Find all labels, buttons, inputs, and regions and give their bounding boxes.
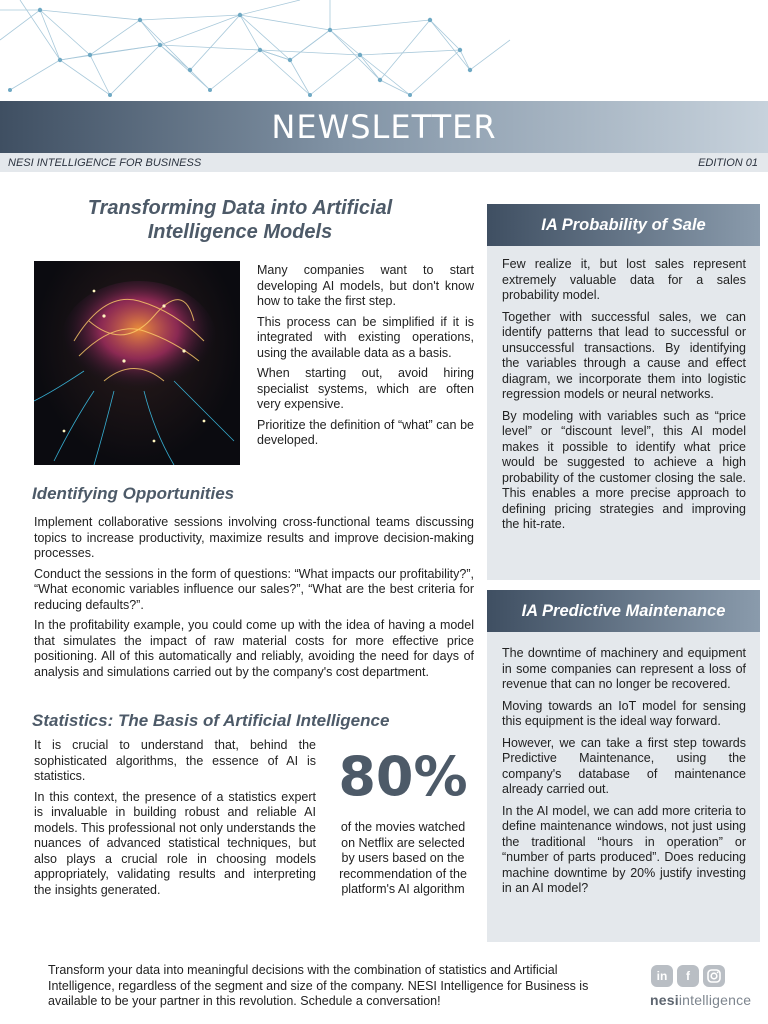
newsletter-banner	[0, 101, 768, 153]
predictive-maintenance-body	[487, 632, 760, 911]
maintenance-paragraph: In the AI model, we can add more criteria to define maintenance windows, not just using the traditional “hours in operation” or “number of parts produced”. Does reducing machine downtime by 20% justify investing in an AI model?	[502, 803, 746, 895]
social-links	[651, 965, 725, 987]
intro-paragraph: Prioritize the definition of “what” can be developed.	[257, 417, 474, 447]
intro-text	[257, 263, 474, 454]
intro-paragraph: When starting out, avoid hiring specialist systems, which are often very expensive.	[257, 366, 474, 411]
predictive-maintenance-panel	[487, 590, 760, 942]
network-graphic	[0, 0, 520, 104]
main-article-title: Transforming Data into Artificial Intelligence Models	[87, 197, 393, 243]
opportunities-paragraph: In the profitability example, you could come up with the idea of having a model that simulates the impact of raw material costs for more effective price positioning. All of this automatically and reliably, avoiding the need for days of analysis and simulations carried out by the company's cost department.	[34, 618, 474, 679]
netflix-stat-caption: of the movies watched on Netflix are selected by users based on the recommendation of the platform's AI algorithm	[339, 820, 467, 896]
maintenance-paragraph: The downtime of machinery and equipment in some companies can represent a loss of revenue that can no longer be recovered.	[502, 646, 746, 691]
opportunities-heading: Identifying Opportunities	[32, 484, 235, 503]
netflix-stat-number: 80%	[338, 745, 468, 808]
sale-probability-heading: IA Probability of Sale	[487, 204, 760, 246]
ai-brain-image	[34, 261, 240, 465]
instagram-icon[interactable]	[703, 965, 725, 987]
maintenance-paragraph: However, we can take a first step towards Predictive Maintenance, using the company's database of maintenance already carried out.	[502, 735, 746, 796]
footer-call-to-action: Transform your data into meaningful decisions with the combination of statistics and Artificial Intelligence, regardless of the segment and size of the company. NESI Intelligence for Business is available to be your partner in this revolution. Schedule a conversation!	[48, 963, 589, 1008]
logo-rest-part: intelligence	[678, 992, 752, 1008]
maintenance-paragraph: Moving towards an IoT model for sensing this equipment is the ideal way forward.	[502, 698, 746, 728]
statistics-paragraph: It is crucial to understand that, behind the sophisticated algorithms, the essence of AI is statistics.	[34, 738, 316, 783]
edition-bar	[0, 153, 768, 172]
sale-paragraph: Together with successful sales, we can identify patterns that lead to successful or unsuccessful transactions. By identifying the variables through a cause and effect diagram, we incorporate them into logistic regression models or neural networks.	[502, 309, 746, 401]
intro-paragraph: Many companies want to start developing AI models, but don't know how to take the first step.	[257, 263, 474, 308]
intro-paragraph: This process can be simplified if it is integrated with existing operations, using the available data as a basis.	[257, 314, 474, 360]
statistics-text	[34, 738, 316, 903]
logo-bold-part: nesi	[650, 992, 679, 1008]
opportunities-paragraph: Implement collaborative sessions involving cross-functional teams discussing topics to increase productivity, maximize results and improve decision-making processes.	[34, 515, 474, 560]
sale-probability-body	[487, 246, 760, 547]
sale-probability-panel	[487, 204, 760, 580]
nesi-logo	[650, 992, 751, 1008]
facebook-icon[interactable]: f	[677, 965, 699, 987]
sale-paragraph: By modeling with variables such as “price level” or “discount level”, this AI model makes it possible to identify what price would be suggested to achieve a high probability of the customer closing the sale. This enables a more precise approach to defining pricing strategies and improving the hit-rate.	[502, 408, 746, 531]
predictive-maintenance-heading: IA Predictive Maintenance	[487, 590, 760, 632]
edition-label: EDITION 01	[698, 156, 758, 169]
publisher-label: NESI INTELLIGENCE FOR BUSINESS	[8, 156, 202, 169]
opportunities-paragraph: Conduct the sessions in the form of questions: “What impacts our profitability?”, “What economic variables influence our sales?”, “What are the best criteria for reducing defaults?”.	[34, 566, 474, 612]
sale-paragraph: Few realize it, but lost sales represent extremely valuable data for a sales probability model.	[502, 257, 746, 302]
statistics-paragraph: In this context, the presence of a statistics expert is invaluable in building robust and reliable AI models. This professional not only understands the nuances of advanced statistical techniques, but also plays a crucial role in choosing models appropriately, validating results and interpreting the insights generated.	[34, 789, 316, 897]
linkedin-icon[interactable]: in	[651, 965, 673, 987]
newsletter-title: NEWSLETTER	[271, 108, 497, 146]
statistics-heading: Statistics: The Basis of Artificial Intelligence	[32, 711, 390, 730]
opportunities-text	[34, 515, 474, 685]
